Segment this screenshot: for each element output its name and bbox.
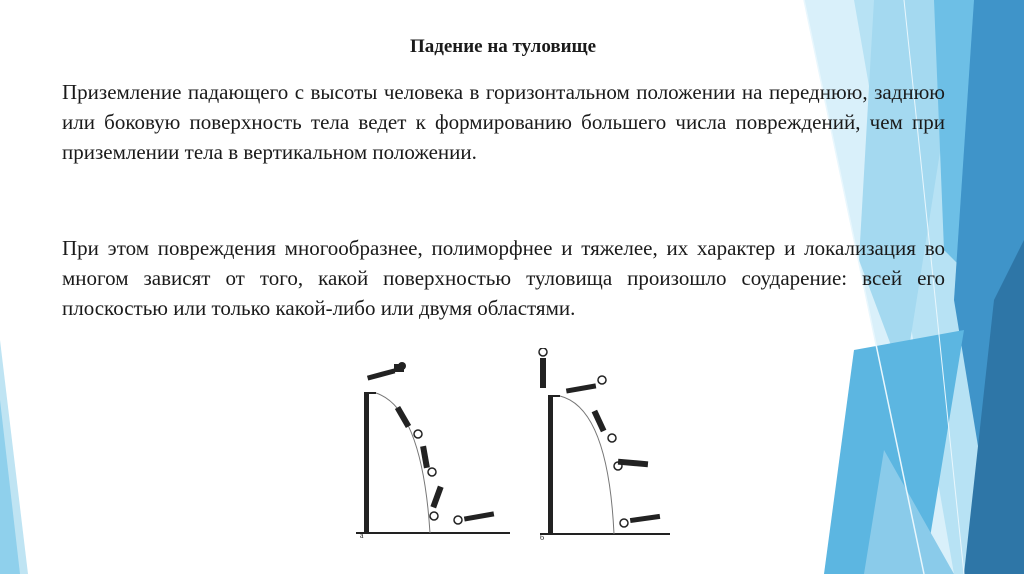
falling-person-1 [566, 376, 606, 394]
figure-label-a: а [360, 531, 364, 540]
falling-person-3 [614, 459, 648, 470]
fall-illustration-a [352, 348, 512, 544]
fall-illustration-b [530, 348, 678, 544]
figure-label-b: б [540, 533, 545, 542]
landed-person [620, 514, 660, 527]
paragraph-landing: Приземление падающего с высоты человека в горизонтальном положении на переднюю, заднюю или боковую поверхность тела ведет к формированию большего числа повреждений, чем при приземлении тела в вертикальном положении. [62, 80, 945, 164]
standing-person [539, 348, 547, 388]
slide-title [0, 36, 1024, 58]
wall [548, 396, 553, 534]
falling-person-4 [430, 486, 444, 520]
falling-person-1 [367, 362, 406, 381]
falling-person-2 [592, 410, 616, 442]
slide-title-text: Падение на туловище [409, 36, 597, 57]
falling-person-2 [395, 406, 422, 438]
wall [364, 393, 369, 533]
paragraph-injuries: При этом повреждения многообразнее, полиморфнее и тяжелее, их характер и локализация во многом зависят от того, какой поверхностью туловища произошло соударение: всей его плоскостью или только какой-либо или двумя областями. [62, 236, 945, 320]
left-decoration [0, 0, 28, 574]
landed-person [454, 511, 494, 524]
